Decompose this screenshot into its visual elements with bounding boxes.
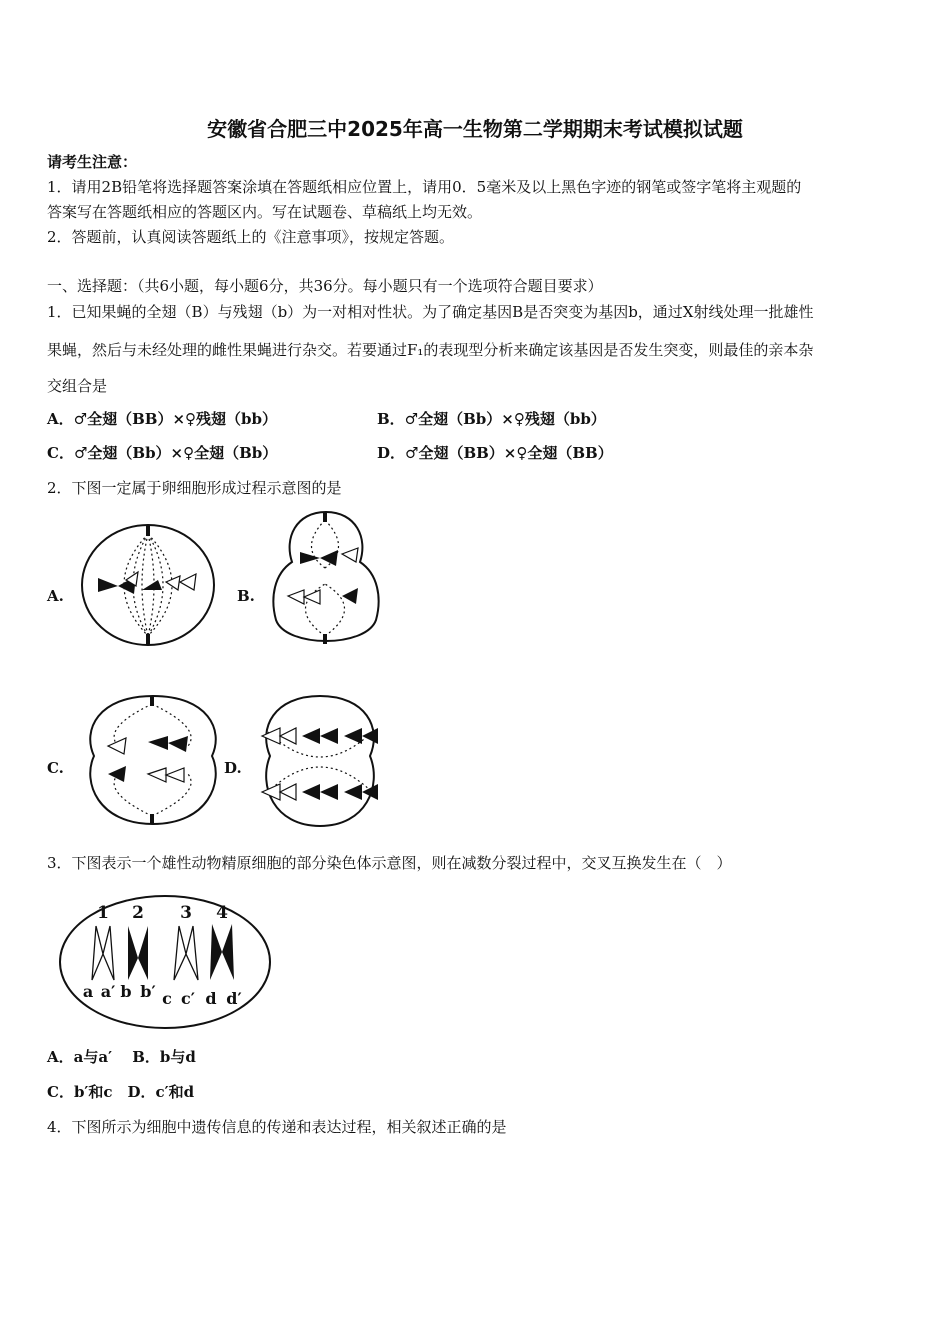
q2-option-b-label[interactable]: B. — [237, 587, 255, 605]
q1-option-c[interactable]: C．♂全翅（Bb）×♀全翅（Bb） — [47, 444, 278, 462]
gene-label-d-prime: d′ — [226, 989, 242, 1008]
page-title: 安徽省合肥三中2025年高一生物第二学期期末考试模拟试题 — [207, 117, 743, 141]
q3-options-a-b[interactable]: A．a与a′ B．b与d — [47, 1048, 196, 1066]
q1-stem-line-2: 果蝇，然后与未经处理的雌性果蝇进行杂交。若要通过F₁的表现型分析来确定该基因是否发生突变，则最佳的亲本杂 — [47, 341, 814, 359]
q2-cell-d-figure — [254, 692, 386, 830]
notice-line-3: 2．答题前，认真阅读答题纸上的《注意事项》，按规定答题。 — [47, 228, 455, 246]
q1-option-d[interactable]: D．♂全翅（BB）×♀全翅（BB） — [377, 444, 613, 462]
gene-label-c-prime: c′ — [181, 989, 195, 1008]
q4-stem: 4．下图所示为细胞中遗传信息的传递和表达过程，相关叙述正确的是 — [47, 1118, 507, 1136]
q3-options-c-d[interactable]: C．b′和c D．c′和d — [47, 1083, 195, 1101]
q1-option-b[interactable]: B．♂全翅（Bb）×♀残翅（bb） — [377, 410, 606, 428]
chromosome-number-3: 3 — [180, 903, 192, 923]
chromosome-number-2: 2 — [132, 903, 144, 923]
gene-label-a: a — [82, 982, 94, 1001]
q3-chromosome-figure — [56, 886, 274, 1034]
q1-stem-line-3: 交组合是 — [47, 377, 108, 395]
notice-line-1: 1．请用2B铅笔将选择题答案涂填在答题纸相应位置上，请用0．5毫米及以上黑色字迹的钢笔或签字笔将主观题的 — [47, 178, 802, 196]
q2-cell-c-figure — [78, 690, 228, 830]
q2-cell-b-figure — [266, 508, 386, 658]
q2-option-a-label[interactable]: A. — [47, 587, 64, 605]
gene-label-c: c — [162, 989, 172, 1008]
chromosome-number-4: 4 — [216, 903, 228, 923]
gene-label-b-prime: b′ — [140, 982, 156, 1001]
gene-label-d: d — [205, 989, 217, 1008]
q1-stem-line-1: 1．已知果蝇的全翅（B）与残翅（b）为一对相对性状。为了确定基因B是否突变为基因b，通过X射线处理一批雄性 — [47, 303, 814, 321]
notice-heading: 请考生注意： — [47, 153, 138, 171]
section-heading: 一、选择题：（共6小题，每小题6分，共36分。每小题只有一个选项符合题目要求） — [47, 277, 603, 295]
q1-option-a[interactable]: A．♂全翅（BB）×♀残翅（bb） — [47, 410, 277, 428]
q2-cell-a-figure — [78, 520, 218, 650]
gene-label-a-prime: a′ — [100, 982, 116, 1001]
q2-stem: 2．下图一定属于卵细胞形成过程示意图的是 — [47, 479, 342, 497]
gene-label-b: b — [120, 982, 132, 1001]
q3-stem: 3．下图表示一个雄性动物精原细胞的部分染色体示意图，则在减数分裂过程中，交叉互换发生在（ ） — [47, 854, 732, 872]
notice-line-2: 答案写在答题纸相应的答题区内。写在试题卷、草稿纸上均无效。 — [47, 203, 483, 221]
q2-option-c-label[interactable]: C. — [47, 759, 64, 777]
q2-option-d-label[interactable]: D. — [224, 759, 242, 777]
chromosome-number-1: 1 — [97, 903, 109, 923]
